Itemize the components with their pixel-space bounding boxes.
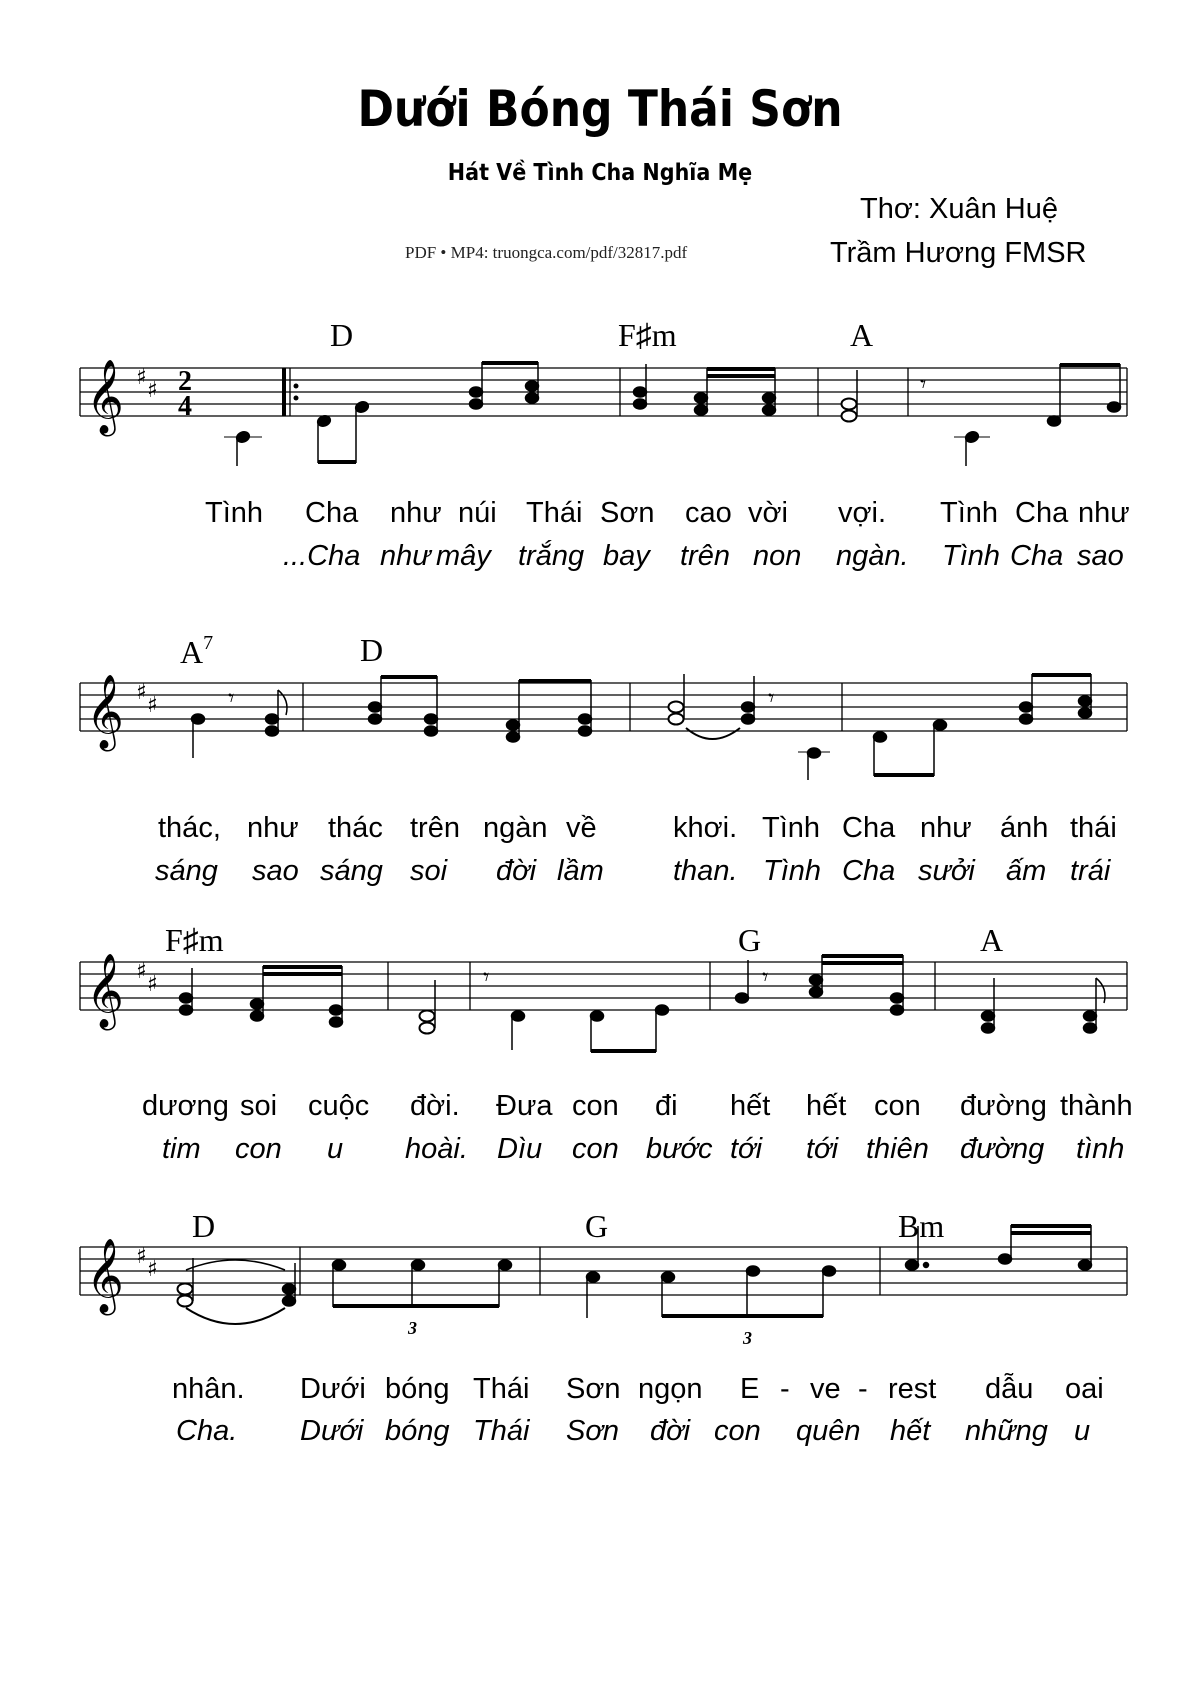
lyric-word: khơi.: [673, 812, 738, 844]
lyric-word: tim: [162, 1133, 201, 1165]
key-signature-sharps: ♯: [136, 365, 147, 390]
chord-symbol: Bm: [898, 1208, 945, 1244]
lyric-word: soi: [410, 855, 448, 887]
lyric-word: soi: [240, 1090, 278, 1122]
lyric-word: đời: [650, 1415, 691, 1447]
svg-text:𝄞: 𝄞: [86, 954, 124, 1028]
song-subtitle: Hát Về Tình Cha Nghĩa Mẹ: [447, 160, 753, 186]
svg-text:♯: ♯: [136, 1244, 147, 1269]
lyric-word: Sơn: [566, 1373, 621, 1405]
lyric-word: Cha: [842, 855, 896, 887]
staff-system-3: [0, 930, 1200, 1065]
lyric-word: Đưa: [496, 1090, 553, 1122]
chord-symbol: F♯m: [618, 317, 677, 353]
chord-symbol: F♯m: [165, 922, 224, 958]
svg-text:𝄾: 𝄾: [762, 963, 769, 991]
time-signature: 2: [178, 366, 192, 397]
lyric-word: Tình: [942, 540, 1001, 572]
lyric-word: trái: [1070, 855, 1111, 887]
lyric-word: những: [965, 1415, 1048, 1447]
svg-text:♯: ♯: [147, 972, 158, 997]
lyric-word: ấm: [1006, 855, 1047, 887]
lyric-word: Dưới: [300, 1415, 364, 1447]
lyric-word: hết: [730, 1090, 771, 1122]
lyric-word: quên: [796, 1415, 861, 1447]
svg-text:𝄞: 𝄞: [86, 675, 124, 749]
svg-text:4: 4: [178, 391, 192, 422]
lyric-word: -: [858, 1373, 868, 1405]
svg-text:𝄾: 𝄾: [920, 370, 927, 398]
lyric-word: Cha.: [176, 1415, 238, 1447]
lyric-word: Tình: [763, 855, 822, 887]
chord-symbol: G: [585, 1208, 609, 1244]
chord-symbol: A: [980, 922, 1004, 958]
lyric-word: ve: [810, 1373, 841, 1405]
lyric-word: như: [1078, 497, 1130, 529]
lyric-word: E: [740, 1373, 760, 1405]
lyric-word: sáng: [320, 855, 383, 887]
lyric-word: con: [572, 1090, 619, 1122]
pdf-link[interactable]: PDF • MP4: truongca.com/pdf/32817.pdf: [405, 243, 688, 262]
svg-text:♯: ♯: [136, 680, 147, 705]
lyric-word: con: [235, 1133, 282, 1165]
lyric-word: u: [327, 1133, 344, 1165]
lyric-word: nhân.: [172, 1373, 245, 1405]
lyric-word: non: [753, 540, 802, 572]
lyric-word: Dìu: [497, 1133, 543, 1165]
triplet-marker: 3: [408, 1318, 417, 1338]
lyric-word: Thái: [473, 1415, 530, 1447]
svg-text:𝄾: 𝄾: [228, 684, 235, 712]
lyric-word: tình: [1076, 1133, 1125, 1165]
lyric-word: Tình: [762, 812, 821, 844]
lyric-word: con: [572, 1133, 619, 1165]
svg-text:𝄾: 𝄾: [483, 963, 490, 991]
lyric-word: Sơn: [566, 1415, 620, 1447]
song-title: Dưới Bóng Thái Sơn: [357, 80, 843, 138]
svg-text:♯: ♯: [147, 693, 158, 718]
lyric-word: đường: [960, 1090, 1047, 1122]
lyric-word: sáng: [155, 855, 218, 887]
lyric-word: núi: [458, 497, 497, 529]
lyric-word: -: [780, 1373, 790, 1405]
treble-clef-icon: 𝄞: [86, 360, 124, 434]
lyric-word: thác,: [158, 812, 221, 844]
lyric-word: Cha: [1010, 540, 1064, 572]
staff-system-4: [0, 1220, 1200, 1350]
chord-symbol: D: [330, 317, 354, 353]
lyric-word: hết: [806, 1090, 847, 1122]
lyric-word: trên: [410, 812, 460, 844]
chord-symbol: A: [850, 317, 874, 353]
lyric-word: dương: [142, 1090, 229, 1122]
lyric-word: cao: [685, 497, 732, 529]
svg-text:♯: ♯: [136, 959, 147, 984]
lyric-word: đời.: [410, 1090, 460, 1122]
lyric-word: đường: [960, 1133, 1045, 1165]
lyric-word: cuộc: [308, 1090, 370, 1122]
staff-system-2: [0, 640, 1200, 780]
lyric-word: hoài.: [405, 1133, 468, 1165]
lyric-word: vời: [748, 497, 788, 529]
svg-text:♯: ♯: [147, 378, 158, 403]
lyric-word: tới: [806, 1133, 839, 1165]
lyric-word: vợi.: [838, 497, 887, 529]
lyric-word: sưởi: [918, 855, 975, 887]
lyric-word: ánh: [1000, 812, 1049, 844]
lyric-word: ...Cha: [283, 540, 361, 572]
lyric-word: đời: [496, 855, 537, 887]
lyric-word: sao: [252, 855, 299, 887]
lyric-word: như: [920, 812, 972, 844]
lyric-word: bóng: [385, 1415, 450, 1447]
lyric-word: mây: [436, 540, 491, 572]
lyric-word: Cha: [842, 812, 896, 844]
lyric-word: ngọn: [638, 1373, 703, 1405]
poet-credit: Thơ: Xuân Huệ: [860, 193, 1058, 225]
lyric-word: thác: [328, 812, 383, 844]
lyric-word: hết: [890, 1415, 931, 1447]
lyric-word: Thái: [473, 1373, 530, 1405]
triplet-marker: 3: [743, 1328, 752, 1348]
lyric-word: Cha: [305, 497, 359, 529]
lyric-word: bước: [646, 1133, 713, 1165]
lyric-word: dẫu: [985, 1373, 1034, 1405]
lyric-word: Dưới: [300, 1373, 366, 1405]
lyric-word: đi: [655, 1090, 678, 1122]
chord-symbol: G: [738, 922, 762, 958]
chord-symbol: D: [360, 632, 384, 668]
lyric-word: thái: [1070, 812, 1117, 844]
lyric-word: con: [714, 1415, 761, 1447]
lyric-word: bay: [603, 540, 650, 572]
lyric-word: oai: [1065, 1373, 1104, 1405]
lyric-word: lầm: [557, 855, 604, 887]
lyric-word: rest: [888, 1373, 937, 1405]
lyric-word: ngàn: [483, 812, 548, 844]
arranger-credit: Trầm Hương FMSR: [830, 237, 1087, 269]
lyric-word: u: [1074, 1415, 1091, 1447]
lyric-word: như: [247, 812, 299, 844]
lyric-word: Thái: [526, 497, 583, 529]
lyric-word: Tình: [940, 497, 999, 529]
lyric-word: ngàn.: [836, 540, 909, 572]
lyric-word: trên: [680, 540, 730, 572]
lyric-word: Cha: [1015, 497, 1069, 529]
lyric-word: thiên: [866, 1133, 929, 1165]
lyric-word: con: [874, 1090, 921, 1122]
lyric-word: thành: [1060, 1090, 1133, 1122]
lyric-word: tới: [730, 1133, 763, 1165]
lyric-word: Sơn: [600, 497, 655, 529]
lyric-word: như: [380, 540, 431, 572]
svg-text:♯: ♯: [147, 1257, 158, 1282]
svg-text:𝄾: 𝄾: [768, 684, 775, 712]
lyric-word: than.: [673, 855, 738, 887]
lyric-word: trắng: [518, 540, 585, 572]
staff-system-1: [0, 330, 1200, 500]
lyric-word: như: [390, 497, 442, 529]
chord-symbol: $A^7$: [180, 632, 214, 670]
lyric-word: sao: [1077, 540, 1124, 572]
lyric-word: về: [566, 812, 597, 844]
lyric-word: Tình: [205, 497, 264, 529]
chord-symbol: D: [192, 1208, 216, 1244]
svg-text:𝄞: 𝄞: [86, 1239, 124, 1313]
lyric-word: bóng: [385, 1373, 450, 1405]
